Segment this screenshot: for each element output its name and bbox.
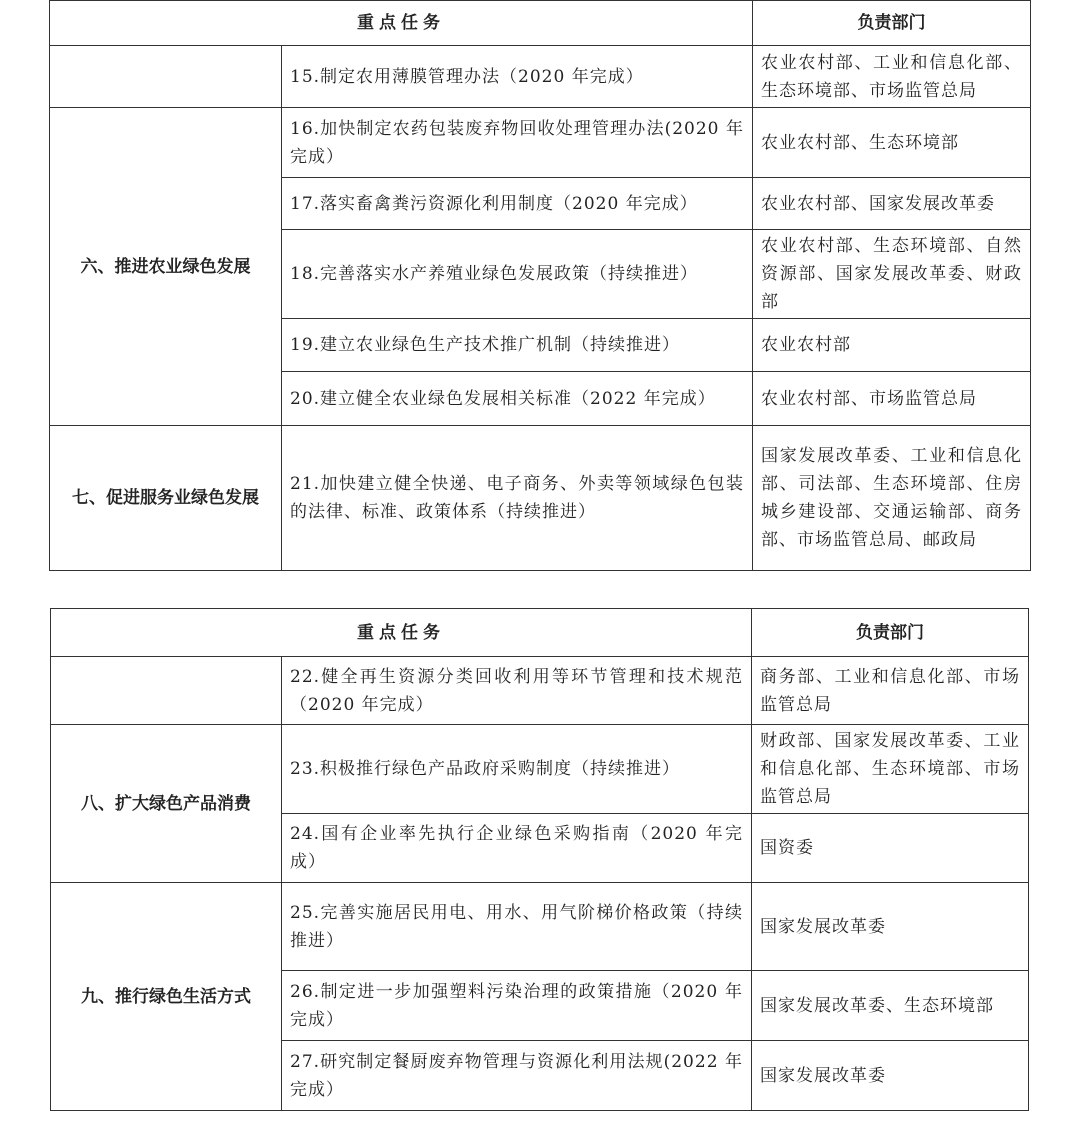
dept-cell: 农业农村部、国家发展改革委: [753, 178, 1031, 230]
task-cell: 26.制定进一步加强塑料污染治理的政策措施（2020 年完成）: [282, 971, 752, 1041]
category-cell: [51, 657, 282, 725]
table-row: [50, 108, 1031, 178]
dept-cell: 国家发展改革委: [752, 883, 1029, 971]
task-cell: 15.制定农用薄膜管理办法（2020 年完成）: [282, 46, 753, 108]
category-cell: 七、促进服务业绿色发展: [50, 426, 282, 571]
dept-cell: 农业农村部: [753, 319, 1031, 372]
dept-cell: 农业农村部、生态环境部、自然资源部、国家发展改革委、财政部: [753, 230, 1031, 319]
header-responsible-dept: 负责部门: [752, 609, 1029, 657]
category-cell: [50, 46, 282, 108]
category-cell: 八、扩大绿色产品消费: [51, 725, 282, 883]
dept-cell: 国家发展改革委: [752, 1041, 1029, 1111]
table-row: [50, 46, 1031, 108]
task-table-2: [50, 608, 1029, 1111]
header-responsible-dept: 负责部门: [753, 1, 1031, 46]
table-row: [51, 883, 1029, 971]
table-row: [50, 426, 1031, 571]
task-cell: 24.国有企业率先执行企业绿色采购指南（2020 年完成）: [282, 814, 752, 883]
task-cell: 25.完善实施居民用电、用水、用气阶梯价格政策（持续推进）: [282, 883, 752, 971]
dept-cell: 国家发展改革委、生态环境部: [752, 971, 1029, 1041]
dept-cell: 国家发展改革委、工业和信息化部、司法部、生态环境部、住房城乡建设部、交通运输部、商务部、市场监管总局、邮政局: [753, 426, 1031, 571]
task-cell: 21.加快建立健全快递、电子商务、外卖等领域绿色包装的法律、标准、政策体系（持续推进）: [282, 426, 753, 571]
table-row: [51, 725, 1029, 814]
task-cell: 19.建立农业绿色生产技术推广机制（持续推进）: [282, 319, 753, 372]
task-cell: 23.积极推行绿色产品政府采购制度（持续推进）: [282, 725, 752, 814]
dept-cell: 财政部、国家发展改革委、工业和信息化部、生态环境部、市场监管总局: [752, 725, 1029, 814]
task-cell: 17.落实畜禽粪污资源化利用制度（2020 年完成）: [282, 178, 753, 230]
dept-cell: 商务部、工业和信息化部、市场监管总局: [752, 657, 1029, 725]
dept-cell: 农业农村部、生态环境部: [753, 108, 1031, 178]
task-cell: 18.完善落实水产养殖业绿色发展政策（持续推进）: [282, 230, 753, 319]
header-key-tasks: 重点任务: [50, 1, 753, 46]
task-cell: 27.研究制定餐厨废弃物管理与资源化利用法规(2022 年完成）: [282, 1041, 752, 1111]
table-row: [51, 657, 1029, 725]
task-table-1: [49, 0, 1031, 571]
table-header-row: [51, 609, 1029, 657]
task-cell: 22.健全再生资源分类回收利用等环节管理和技术规范（2020 年完成）: [282, 657, 752, 725]
dept-cell: 国资委: [752, 814, 1029, 883]
table-header-row: [50, 1, 1031, 46]
dept-cell: 农业农村部、工业和信息化部、生态环境部、市场监管总局: [753, 46, 1031, 108]
category-cell: 九、推行绿色生活方式: [51, 883, 282, 1111]
category-cell: 六、推进农业绿色发展: [50, 108, 282, 426]
task-cell: 16.加快制定农药包装废弃物回收处理管理办法(2020 年完成）: [282, 108, 753, 178]
task-cell: 20.建立健全农业绿色发展相关标准（2022 年完成）: [282, 372, 753, 426]
header-key-tasks: 重点任务: [51, 609, 752, 657]
dept-cell: 农业农村部、市场监管总局: [753, 372, 1031, 426]
